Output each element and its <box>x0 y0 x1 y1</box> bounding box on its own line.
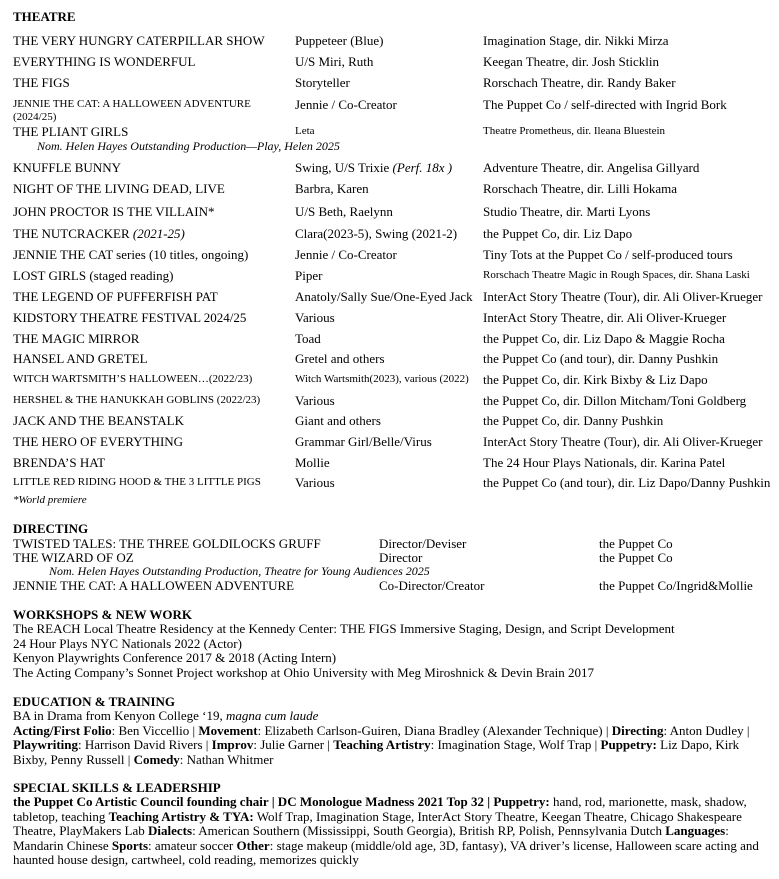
credit-company: the Puppet Co <box>599 536 673 551</box>
training-line <box>13 724 765 768</box>
credit-company: The Puppet Co / self-directed with Ingrid Bork <box>483 97 727 112</box>
directing-heading: DIRECTING <box>13 521 89 536</box>
training-label: Improv <box>211 737 254 753</box>
skill-label: Teaching Artistry & TYA: <box>108 808 254 824</box>
credit-role: Jennie / Co-Creator <box>295 97 397 112</box>
skill-label: Sports <box>111 837 149 853</box>
education-block <box>13 709 765 767</box>
credit-role: Gretel and others <box>295 351 385 366</box>
workshop-item: The Acting Company’s Sonnet Project workshop at Ohio University with Meg Miroshnick & Devin Brain 2017 <box>13 664 594 680</box>
credit-role: Mollie <box>295 455 330 470</box>
workshop-item: Kenyon Playwrights Conference 2017 & 2018 (Acting Intern) <box>13 650 337 666</box>
credit-company: Theatre Prometheus, dir. Ileana Bluestein <box>483 125 666 137</box>
skill-label: Dialects <box>148 823 193 839</box>
workshops-list <box>13 622 775 680</box>
training-value: : Anton Dudley | <box>663 722 750 738</box>
credit-company: the Puppet Co, dir. Liz Dapo <box>483 226 633 241</box>
credit-company: Rorschach Theatre, dir. Lilli Hokama <box>483 181 677 196</box>
credit-role: Barbra, Karen <box>295 181 369 196</box>
credit-role: Jennie / Co-Creator <box>295 247 397 262</box>
role-note: (Perf. 18x ) <box>392 160 453 175</box>
credit-title-season: (2024/25) <box>13 111 57 123</box>
credit-title: WITCH WARTSMITH’S HALLOWEEN…(2022/23) <box>13 373 253 385</box>
credit-title: JACK AND THE BEANSTALK <box>13 413 184 428</box>
credit-title: LOST GIRLS (staged reading) <box>13 268 174 283</box>
skill-value: : amateur soccer <box>148 837 237 853</box>
workshops-heading: WORKSHOPS & NEW WORK <box>13 607 193 622</box>
credit-title: JOHN PROCTOR IS THE VILLAIN* <box>13 204 215 219</box>
title-text: THE NUTCRACKER <box>13 226 130 241</box>
credit-role: U/S Miri, Ruth <box>295 54 374 69</box>
credit-company: Rorschach Theatre Magic in Rough Spaces, dir. Shana Laski <box>483 269 750 281</box>
credit-title: LITTLE RED RIDING HOOD & THE 3 LITTLE PIGS <box>13 476 261 488</box>
education-heading: EDUCATION & TRAINING <box>13 694 176 709</box>
nomination-text: Nom. Helen Hayes Outstanding Production—Play, Helen 2025 <box>37 139 340 153</box>
credit-company: InterAct Story Theatre (Tour), dir. Ali Oliver-Krueger <box>483 434 763 449</box>
credit-title: THE VERY HUNGRY CATERPILLAR SHOW <box>13 33 265 48</box>
skills-text <box>13 795 765 868</box>
credit-company: Keegan Theatre, dir. Josh Sticklin <box>483 54 659 69</box>
credit-title <box>13 226 185 241</box>
credit-company: the Puppet Co, dir. Kirk Bixby & Liz Dapo <box>483 372 708 387</box>
credit-title: KIDSTORY THEATRE FESTIVAL 2024/25 <box>13 310 247 325</box>
training-label: Comedy <box>133 751 180 767</box>
degree-line <box>13 709 765 724</box>
skill-label: Other <box>236 837 270 853</box>
workshop-item: 24 Hour Plays NYC Nationals 2022 (Actor) <box>13 635 242 651</box>
credit-title: HERSHEL & THE HANUKKAH GOBLINS (2022/23) <box>13 394 261 406</box>
credit-role: Anatoly/Sally Sue/One-Eyed Jack <box>295 289 473 304</box>
credit-role: Toad <box>295 331 321 346</box>
skill-value: : Mandarin Chinese <box>13 823 729 853</box>
skills-block <box>13 795 765 868</box>
credit-company: Adventure Theatre, dir. Angelisa Gillyard <box>483 160 700 175</box>
credit-title: KNUFFLE BUNNY <box>13 160 121 175</box>
credit-company: the Puppet Co/Ingrid&Mollie <box>599 578 753 593</box>
credit-role: Leta <box>295 125 315 137</box>
credit-title: JENNIE THE CAT series (10 titles, ongoing) <box>13 247 249 262</box>
role-text: Swing, U/S Trixie <box>295 160 390 175</box>
credit-title: NIGHT OF THE LIVING DEAD, LIVE <box>13 181 225 196</box>
credit-role: U/S Beth, Raelynn <box>295 204 393 219</box>
credit-role: Various <box>295 310 335 325</box>
credit-title: THE WIZARD OF OZ <box>13 550 134 565</box>
training-label: Acting/First Folio <box>13 722 112 738</box>
credit-title: BRENDA’S HAT <box>13 455 106 470</box>
credit-role: Giant and others <box>295 413 381 428</box>
training-label: Playwriting <box>13 737 78 753</box>
credit-title: THE MAGIC MIRROR <box>13 331 140 346</box>
credit-company: the Puppet Co, dir. Danny Pushkin <box>483 413 664 428</box>
skill-value: hand, rod, marionette, mask, shadow, tabletop, teaching <box>13 794 747 824</box>
credit-company: Rorschach Theatre, dir. Randy Baker <box>483 75 676 90</box>
training-value: : Nathan Whitmer <box>179 751 274 767</box>
workshop-item: The REACH Local Theatre Residency at the Kennedy Center: THE FIGS Immersive Staging, Design, and Script Development <box>13 621 675 636</box>
training-label: Puppetry: <box>600 737 657 753</box>
nomination-text: Nom. Helen Hayes Outstanding Production, Theatre for Young Audiences 2025 <box>49 564 430 578</box>
training-value: Liz Dapo, Kirk Bixby, Penny Russell | <box>13 737 740 767</box>
credit-company: the Puppet Co, dir. Dillon Mitcham/Toni Goldberg <box>483 393 747 408</box>
credit-title: THE FIGS <box>13 75 70 90</box>
theatre-heading: THEATRE <box>13 9 76 24</box>
credit-role: Storyteller <box>295 75 350 90</box>
credit-company: InterAct Story Theatre, dir. Ali Oliver-Krueger <box>483 310 727 325</box>
degree-honors: magna cum laude <box>226 708 319 723</box>
credit-company: the Puppet Co (and tour), dir. Liz Dapo/Danny Pushkin <box>483 475 771 490</box>
skills-heading: SPECIAL SKILLS & LEADERSHIP <box>13 780 221 795</box>
training-label: Movement <box>198 722 258 738</box>
title-note: (2021-25) <box>132 226 185 241</box>
credit-role <box>295 160 452 175</box>
credit-role: Piper <box>295 268 323 283</box>
credit-company: Tiny Tots at the Puppet Co / self-produced tours <box>483 247 733 262</box>
credit-company: InterAct Story Theatre (Tour), dir. Ali Oliver-Krueger <box>483 289 763 304</box>
training-label: Directing <box>611 722 664 738</box>
credit-title: THE HERO OF EVERYTHING <box>13 434 184 449</box>
credit-company: the Puppet Co <box>599 550 673 565</box>
credit-title: THE LEGEND OF PUFFERFISH PAT <box>13 289 218 304</box>
credit-title: EVERYTHING IS WONDERFUL <box>13 54 196 69</box>
credit-company: the Puppet Co (and tour), dir. Danny Pushkin <box>483 351 719 366</box>
skill-value: : American Southern (Mississippi, South Georgia), British RP, Polish, Pennsylvania Dutch <box>192 823 666 839</box>
training-value: : Imagination Stage, Wolf Trap | <box>430 737 601 753</box>
credit-title: JENNIE THE CAT: A HALLOWEEN ADVENTURE <box>13 578 295 593</box>
degree-text: BA in Drama from Kenyon College ‘19, <box>13 708 227 723</box>
training-value: : Harrison David Rivers | <box>78 737 212 753</box>
training-value: : Ben Viccellio | <box>111 722 199 738</box>
credit-role: Director/Deviser <box>379 536 467 551</box>
credit-role: Puppeteer (Blue) <box>295 33 384 48</box>
footnote-text: *World premiere <box>13 494 87 506</box>
credit-title: HANSEL AND GRETEL <box>13 351 148 366</box>
credit-title: JENNIE THE CAT: A HALLOWEEN ADVENTURE <box>13 98 251 110</box>
skill-label: Languages <box>665 823 726 839</box>
credit-title: TWISTED TALES: THE THREE GOLDILOCKS GRUFF <box>13 536 321 551</box>
credit-company: the Puppet Co, dir. Liz Dapo & Maggie Rocha <box>483 331 725 346</box>
credit-role: Grammar Girl/Belle/Virus <box>295 434 432 449</box>
credit-company: The 24 Hour Plays Nationals, dir. Karina Patel <box>483 455 726 470</box>
credit-company: Imagination Stage, dir. Nikki Mirza <box>483 33 669 48</box>
training-value: : Elizabeth Carlson-Guiren, Diana Bradley (Alexander Technique) | <box>257 722 612 738</box>
credit-role: Various <box>295 393 335 408</box>
credit-role: Director <box>379 550 423 565</box>
skill-value: Wolf Trap, Imagination Stage, InterAct Story Theatre, Keegan Theatre, Chicago Shakespeare Theatre, PlayMakers Lab <box>13 808 742 839</box>
credit-company: Studio Theatre, dir. Marti Lyons <box>483 204 651 219</box>
skill-value: : stage makeup (middle/old age, 3D, fantasy), VA driver’s license, Halloween scare acting and haunted house design, cartwheel, cold reading, memorizes quickly <box>13 837 759 868</box>
credit-title: THE PLIANT GIRLS <box>13 124 129 139</box>
credit-role: Clara(2023-5), Swing (2021-2) <box>295 226 458 241</box>
credit-role: Witch Wartsmith(2023), various (2022) <box>295 373 469 385</box>
credit-role: Various <box>295 475 335 490</box>
training-label: Teaching Artistry <box>333 737 431 753</box>
credit-role: Co-Director/Creator <box>379 578 485 593</box>
training-value: : Julie Garner | <box>253 737 334 753</box>
skill-label: the Puppet Co Artistic Council founding chair | DC Monologue Madness 2021 Top 32 | Puppetry: <box>13 794 550 809</box>
